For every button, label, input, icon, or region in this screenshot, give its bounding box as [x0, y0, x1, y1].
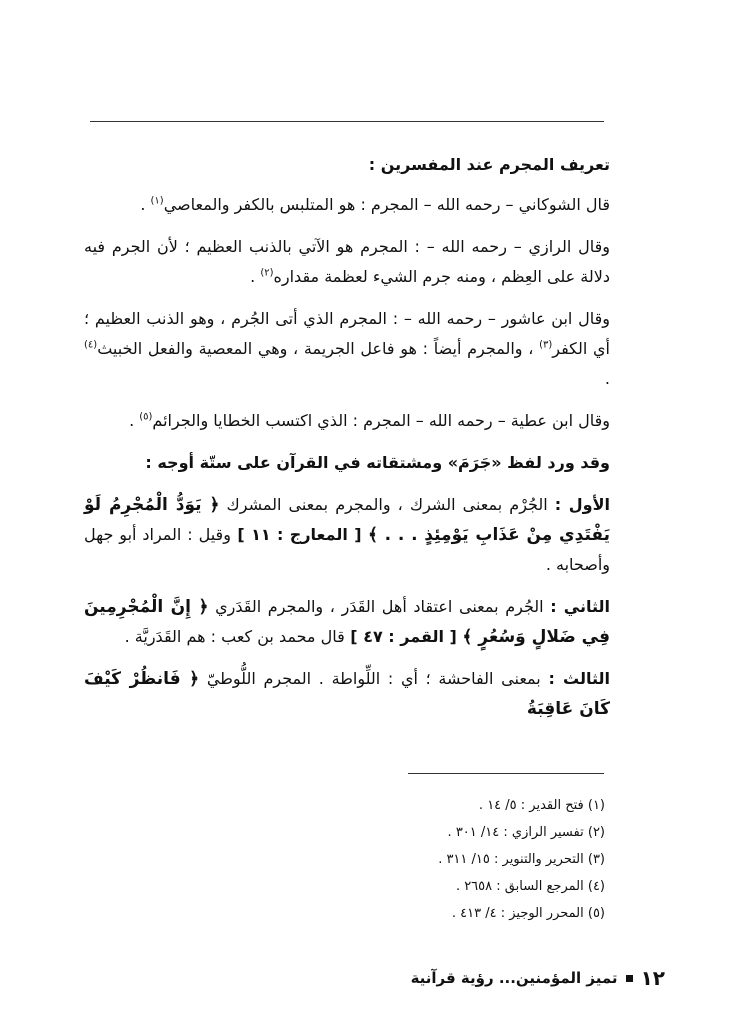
quran-verse: ﴿ يَوَدُّ الْمُجْرِمُ لَوْ يَفْتَدِي مِنْ عَذَابِ يَوْمِئِذٍ . . . ﴾: [84, 495, 611, 545]
footnote-ref: (٢): [260, 267, 274, 279]
paragraph-razi: [84, 232, 610, 292]
paragraph-first-meaning: [84, 490, 610, 580]
footnote-item: (٥) المحرر الوجيز : ٤/ ٤١٣ .: [451, 906, 605, 921]
page-number: ١٢: [640, 966, 665, 990]
footnote-item: (٣) التحرير والتنوير : ١٥/ ٣١١ .: [438, 852, 605, 867]
paragraph-text: قال محمد بن كعب : هم القَدَريَّة .: [124, 627, 345, 646]
footnote-item: (١) فتح القدير : ٥/ ١٤ .: [478, 798, 605, 813]
paragraph-text: وقال ابن عطية – رحمه الله – المجرم : الذي اكتسب الخطايا والجرائم: [152, 411, 610, 430]
footnote-ref: (٤): [84, 339, 98, 351]
quran-verse: ﴿ إِنَّ الْمُجْرِمِينَ فِي ضَلالٍ وَسُعُرٍ ﴾: [84, 597, 610, 647]
footnote-ref: (٣): [539, 339, 553, 351]
paragraph-text: وقيل : المراد أبو جهل وأصحابه .: [84, 525, 610, 574]
footnote-ref: (٥): [139, 411, 153, 423]
paragraph-ibn-ashur: [84, 304, 610, 394]
paragraph-text: الجُرم بمعنى اعتقاد أهل القَدَر ، والمجرم القَدَري: [208, 597, 551, 616]
sentence-end: .: [604, 369, 610, 388]
square-bullet-icon: [626, 975, 633, 982]
paragraph-second-meaning: [84, 592, 610, 652]
paragraph-meanings-intro: وقد ورد لفظ «جَرَمَ» ومشتقاته في القرآن على ستّة أوجه :: [145, 453, 610, 472]
paragraph-text: قال الشوكاني – رحمه الله – المجرم : هو المتلبس بالكفر والمعاصي: [163, 195, 610, 214]
footnote-item: (٢) تفسير الرازي : ١٤/ ٣٠١ .: [447, 825, 605, 840]
paragraph-shawkani: [84, 190, 610, 220]
point-label: الثالث :: [548, 669, 611, 688]
sentence-end: .: [140, 195, 151, 214]
footnotes: [438, 792, 605, 927]
footnote-divider: [408, 773, 604, 774]
footnote-ref: (١): [150, 195, 164, 207]
paragraph-text: الجُرْم بمعنى الشرك ، والمجرم بمعنى المشرك: [219, 495, 555, 514]
paragraph-ibn-atiyya: [84, 406, 610, 436]
verse-reference: [ المعارج : ١١ ]: [230, 525, 368, 544]
sentence-end: .: [250, 267, 261, 286]
main-text: [84, 150, 610, 736]
paragraph-text: بمعنى الفاحشة ؛ أي : اللِّواطة . المجرم اللُّوطيّ: [199, 669, 549, 688]
point-label: الأول :: [554, 495, 610, 514]
point-label: الثاني :: [550, 597, 611, 616]
paragraph-text: وقال ابن عاشور – رحمه الله – : المجرم الذي أتى الجُرم ، وهو الذنب العظيم ؛ أي الكفر: [84, 309, 610, 358]
page-footer: [411, 966, 665, 990]
header-rule: [90, 121, 604, 122]
paragraph-text: ، والمجرم أيضاً : هو فاعل الجريمة ، وهي المعصية والفعل الخبيث: [97, 339, 540, 358]
verse-reference: [ القمر : ٤٧ ]: [344, 627, 463, 646]
paragraph-third-meaning: [84, 664, 610, 724]
footnote-item: (٤) المرجع السابق : ٢٦٥٨ .: [455, 879, 605, 894]
paragraph-text: وقال الرازي – رحمه الله – : المجرم هو الآتي بالذنب العظيم ؛ لأن الجرم فيه دلالة على العِظم ، ومنه جرم الشيء لعظمة مقداره: [84, 237, 610, 286]
section-heading: تعريف المجرم عند المفسرين :: [368, 155, 610, 174]
book-title: تميز المؤمنين... رؤية قرآنية: [410, 969, 618, 987]
quran-verse: ﴿ فَانظُرْ كَيْفَ كَانَ عَاقِبَةُ: [84, 669, 610, 719]
sentence-end: .: [129, 411, 140, 430]
